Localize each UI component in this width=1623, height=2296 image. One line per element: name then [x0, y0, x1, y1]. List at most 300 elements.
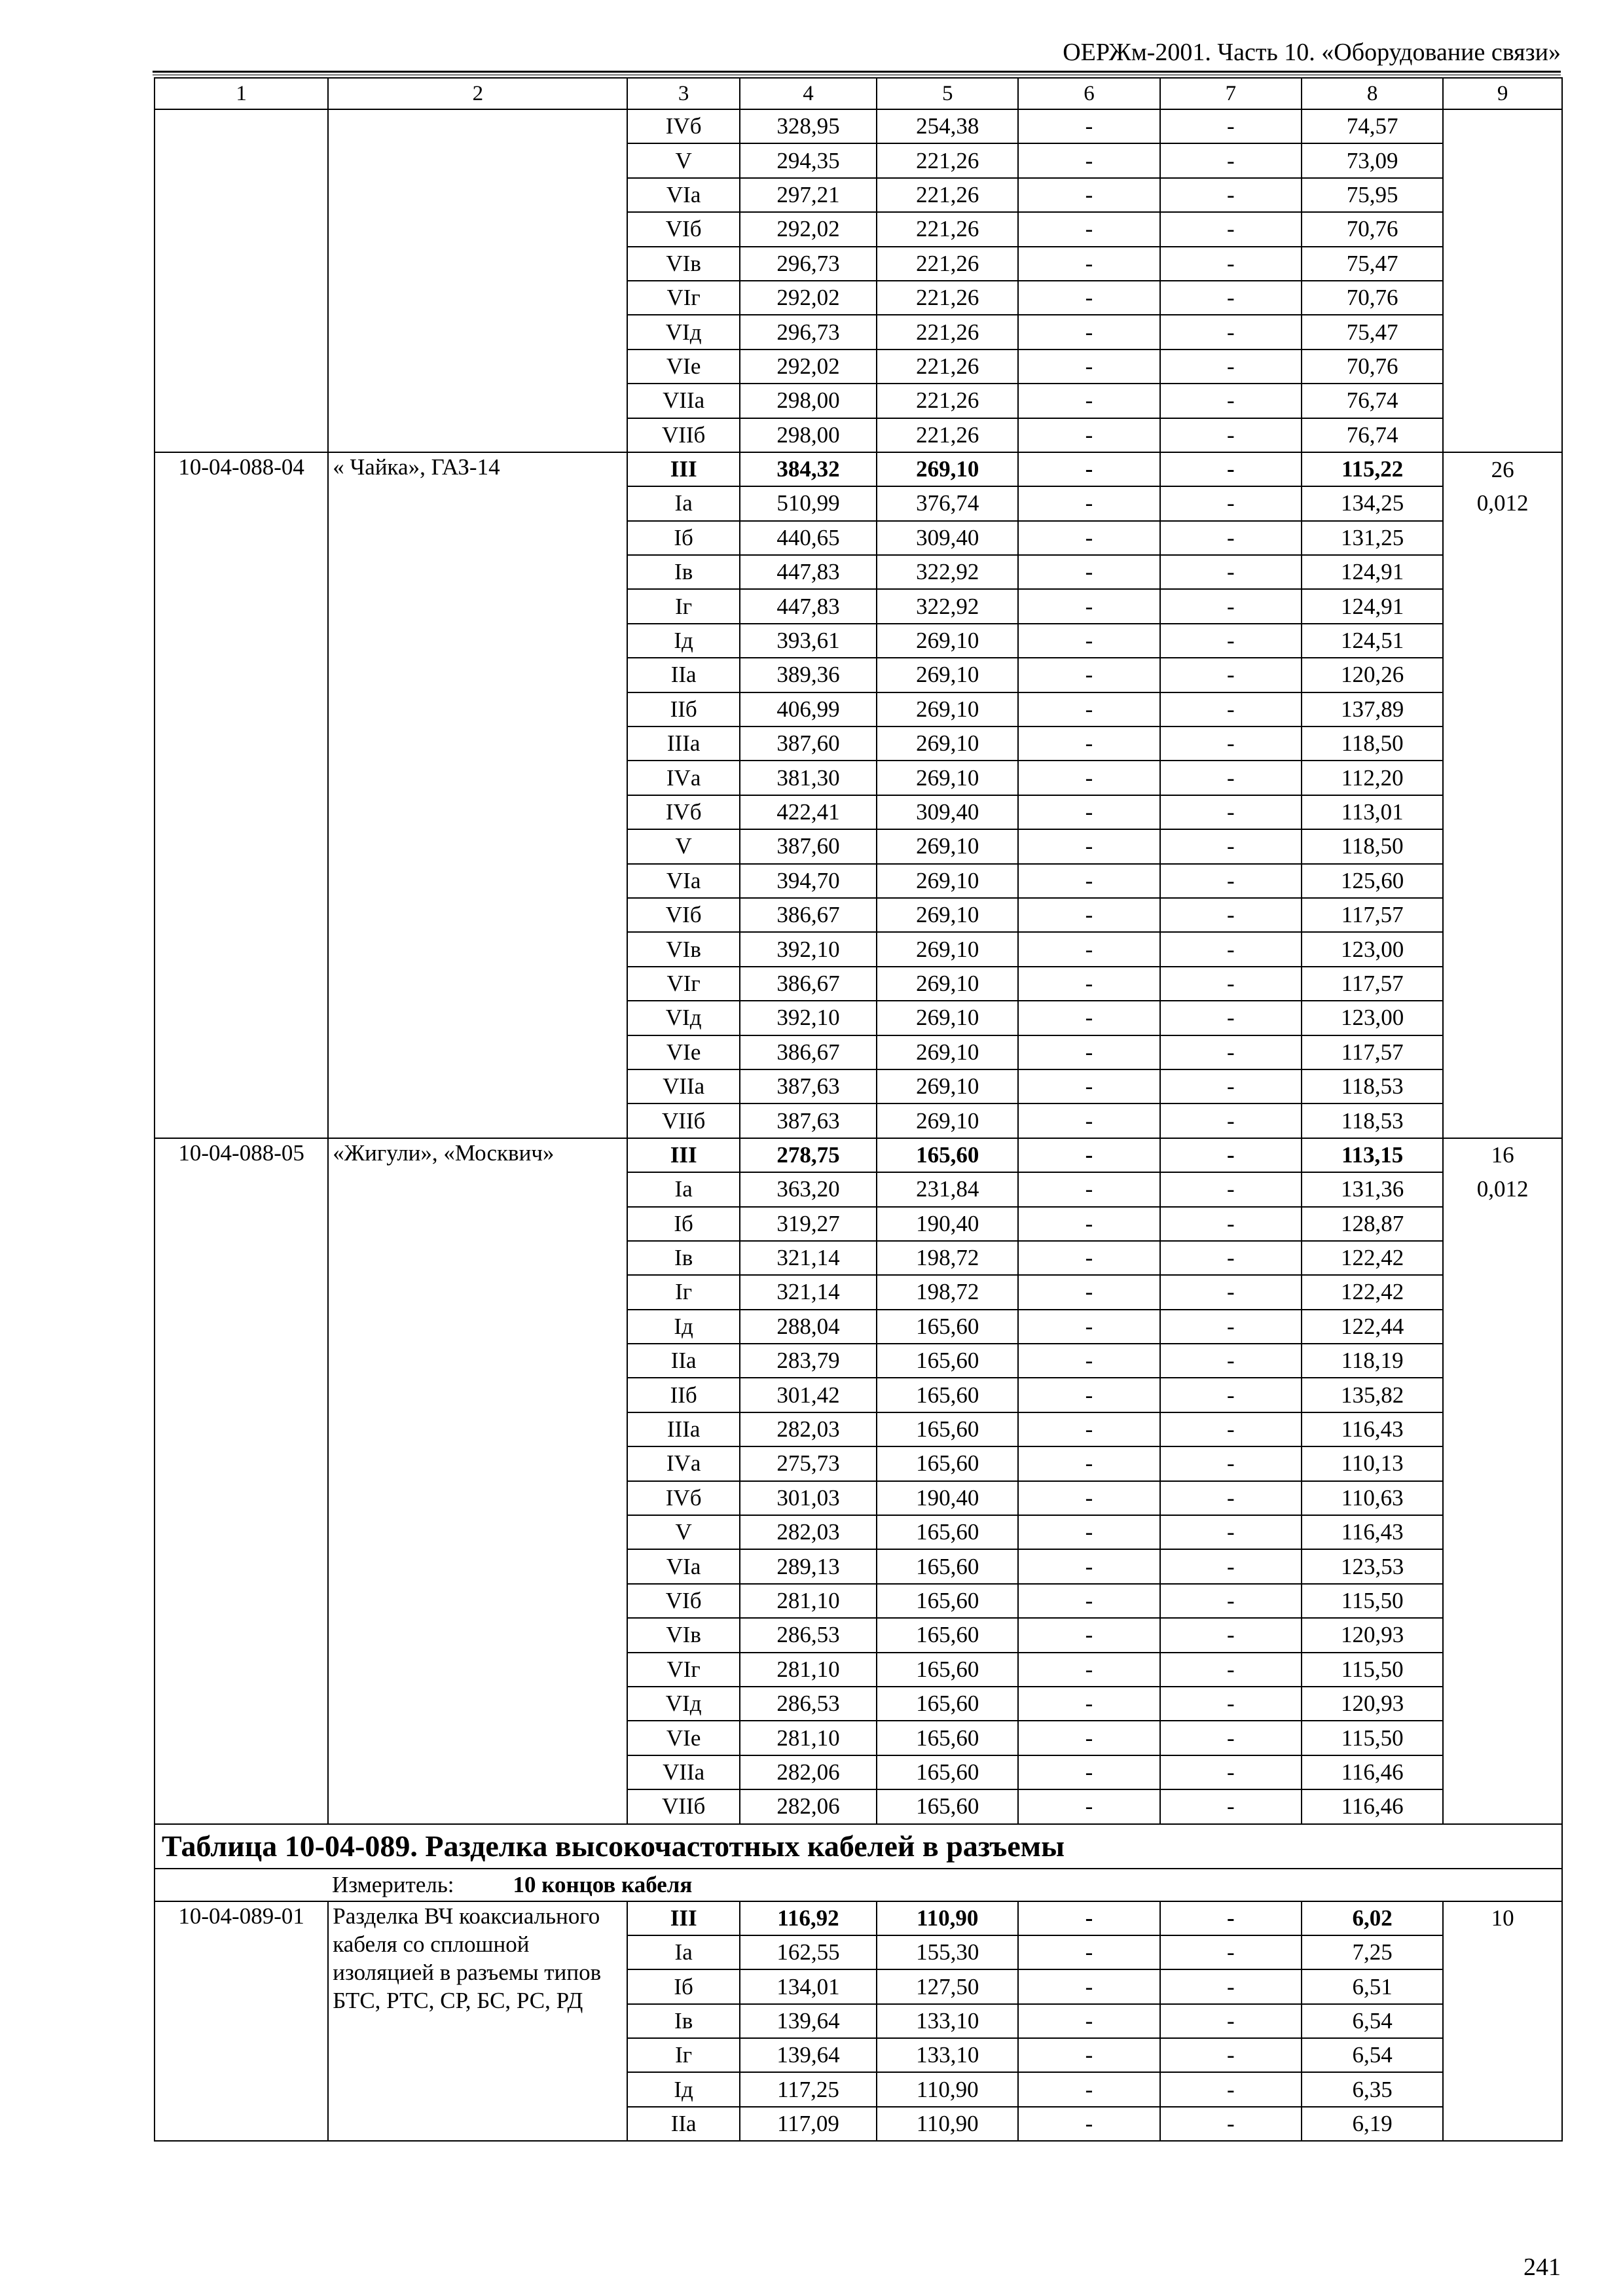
- machine-cost-cell: -: [1018, 1344, 1159, 1378]
- wages-cell: 309,40: [877, 521, 1018, 555]
- work-name: [328, 109, 627, 452]
- direct-cost-cell: 296,73: [740, 315, 877, 349]
- labor-cost-cell: [1443, 1755, 1562, 1789]
- labor-cost-cell: [1443, 143, 1562, 177]
- column-number: 5: [877, 78, 1018, 109]
- materials-cell: 137,89: [1302, 692, 1443, 726]
- category-cell: Iв: [627, 2004, 739, 2038]
- direct-cost-cell: 282,03: [740, 1515, 877, 1549]
- category-cell: IVб: [627, 109, 739, 143]
- labor-cost-cell: [1443, 1241, 1562, 1275]
- machinist-wages-cell: -: [1160, 898, 1302, 932]
- materials-cell: 116,43: [1302, 1515, 1443, 1549]
- materials-cell: 118,50: [1302, 829, 1443, 863]
- machinist-wages-cell: -: [1160, 1103, 1302, 1138]
- direct-cost-cell: 162,55: [740, 1935, 877, 1969]
- machinist-wages-cell: -: [1160, 2072, 1302, 2106]
- labor-cost-cell: [1443, 1412, 1562, 1446]
- machine-cost-cell: -: [1018, 2107, 1159, 2141]
- machinist-wages-cell: -: [1160, 658, 1302, 692]
- table-row: [155, 1901, 1562, 1935]
- labor-cost-cell: [1443, 761, 1562, 795]
- work-name: «Жигули», «Москвич»: [328, 1138, 627, 1824]
- materials-cell: 112,20: [1302, 761, 1443, 795]
- machinist-wages-cell: -: [1160, 247, 1302, 281]
- materials-cell: 123,00: [1302, 932, 1443, 966]
- labor-cost-cell: [1443, 1789, 1562, 1823]
- machine-cost-cell: -: [1018, 1001, 1159, 1035]
- direct-cost-cell: 139,64: [740, 2004, 877, 2038]
- wages-cell: 231,84: [877, 1172, 1018, 1206]
- wages-cell: 269,10: [877, 658, 1018, 692]
- machine-cost-cell: -: [1018, 761, 1159, 795]
- labor-cost-cell: [1443, 2038, 1562, 2072]
- labor-cost-cell: [1443, 1549, 1562, 1583]
- machinist-wages-cell: -: [1160, 1481, 1302, 1515]
- machinist-wages-cell: -: [1160, 1275, 1302, 1309]
- category-cell: Iв: [627, 555, 739, 589]
- wages-cell: 165,60: [877, 1515, 1018, 1549]
- table-row: [155, 109, 1562, 143]
- machinist-wages-cell: -: [1160, 1446, 1302, 1480]
- labor-cost-cell: 0,012: [1443, 486, 1562, 520]
- labor-cost-cell: 16: [1443, 1138, 1562, 1172]
- labor-cost-cell: [1443, 1207, 1562, 1241]
- column-number: 7: [1160, 78, 1302, 109]
- materials-cell: 124,51: [1302, 624, 1443, 658]
- machine-cost-cell: -: [1018, 1789, 1159, 1823]
- machinist-wages-cell: -: [1160, 1515, 1302, 1549]
- materials-cell: 120,93: [1302, 1618, 1443, 1652]
- wages-cell: 165,60: [877, 1138, 1018, 1172]
- category-cell: V: [627, 143, 739, 177]
- machine-cost-cell: -: [1018, 2072, 1159, 2106]
- category-cell: VIIа: [627, 1069, 739, 1103]
- machine-cost-cell: -: [1018, 2004, 1159, 2038]
- wages-cell: 133,10: [877, 2004, 1018, 2038]
- machine-cost-cell: -: [1018, 829, 1159, 863]
- direct-cost-cell: 392,10: [740, 932, 877, 966]
- wages-cell: 269,10: [877, 864, 1018, 898]
- wages-cell: 165,60: [877, 1687, 1018, 1721]
- wages-cell: 190,40: [877, 1481, 1018, 1515]
- rate-code: 10-04-089-01: [155, 1901, 328, 2142]
- wages-cell: 198,72: [877, 1241, 1018, 1275]
- machinist-wages-cell: -: [1160, 967, 1302, 1001]
- labor-cost-cell: 26: [1443, 452, 1562, 486]
- wages-cell: 221,26: [877, 315, 1018, 349]
- column-number-row: [155, 78, 1562, 109]
- machine-cost-cell: -: [1018, 2038, 1159, 2072]
- table-row: [155, 1138, 1562, 1172]
- materials-cell: 113,15: [1302, 1138, 1443, 1172]
- wages-cell: 133,10: [877, 2038, 1018, 2072]
- category-cell: III: [627, 452, 739, 486]
- column-number: 9: [1443, 78, 1562, 109]
- wages-cell: 269,10: [877, 829, 1018, 863]
- materials-cell: 117,57: [1302, 967, 1443, 1001]
- machine-cost-cell: -: [1018, 967, 1159, 1001]
- machinist-wages-cell: -: [1160, 829, 1302, 863]
- machine-cost-cell: -: [1018, 932, 1159, 966]
- column-number: 1: [155, 78, 328, 109]
- wages-cell: 190,40: [877, 1207, 1018, 1241]
- labor-cost-cell: [1443, 589, 1562, 623]
- category-cell: VIг: [627, 967, 739, 1001]
- machinist-wages-cell: -: [1160, 384, 1302, 418]
- materials-cell: 76,74: [1302, 384, 1443, 418]
- category-cell: IVа: [627, 761, 739, 795]
- machinist-wages-cell: -: [1160, 2038, 1302, 2072]
- wages-cell: 221,26: [877, 281, 1018, 315]
- machine-cost-cell: -: [1018, 864, 1159, 898]
- machinist-wages-cell: -: [1160, 1584, 1302, 1618]
- machinist-wages-cell: -: [1160, 2004, 1302, 2038]
- machinist-wages-cell: -: [1160, 555, 1302, 589]
- category-cell: IIIа: [627, 1412, 739, 1446]
- machinist-wages-cell: -: [1160, 1172, 1302, 1206]
- labor-cost-cell: [1443, 1035, 1562, 1069]
- machinist-wages-cell: -: [1160, 1207, 1302, 1241]
- direct-cost-cell: 394,70: [740, 864, 877, 898]
- direct-cost-cell: 447,83: [740, 589, 877, 623]
- category-cell: IIа: [627, 1344, 739, 1378]
- column-number: 2: [328, 78, 627, 109]
- machine-cost-cell: -: [1018, 1207, 1159, 1241]
- direct-cost-cell: 292,02: [740, 212, 877, 246]
- machine-cost-cell: -: [1018, 452, 1159, 486]
- wages-cell: 309,40: [877, 795, 1018, 829]
- category-cell: VIд: [627, 315, 739, 349]
- direct-cost-cell: 281,10: [740, 1653, 877, 1687]
- materials-cell: 134,25: [1302, 486, 1443, 520]
- wages-cell: 110,90: [877, 2107, 1018, 2141]
- machinist-wages-cell: -: [1160, 418, 1302, 452]
- machine-cost-cell: -: [1018, 1310, 1159, 1344]
- category-cell: VIв: [627, 247, 739, 281]
- direct-cost-cell: 134,01: [740, 1969, 877, 2003]
- labor-cost-cell: [1443, 521, 1562, 555]
- labor-cost-cell: [1443, 555, 1562, 589]
- materials-cell: 115,50: [1302, 1721, 1443, 1755]
- machinist-wages-cell: -: [1160, 2107, 1302, 2141]
- materials-cell: 123,00: [1302, 1001, 1443, 1035]
- materials-cell: 131,25: [1302, 521, 1443, 555]
- materials-cell: 113,01: [1302, 795, 1443, 829]
- direct-cost-cell: 387,60: [740, 726, 877, 761]
- materials-cell: 75,47: [1302, 315, 1443, 349]
- header-title: ОЕРЖм-2001. Часть 10. «Оборудование связи»: [1063, 39, 1561, 66]
- materials-cell: 118,53: [1302, 1103, 1443, 1138]
- page-number: 241: [1523, 2253, 1561, 2281]
- machine-cost-cell: -: [1018, 1412, 1159, 1446]
- materials-cell: 122,44: [1302, 1310, 1443, 1344]
- machine-cost-cell: -: [1018, 726, 1159, 761]
- category-cell: Iд: [627, 624, 739, 658]
- header-rule: [153, 71, 1561, 73]
- materials-cell: 124,91: [1302, 555, 1443, 589]
- category-cell: Iб: [627, 521, 739, 555]
- column-number: 3: [627, 78, 739, 109]
- machinist-wages-cell: -: [1160, 1138, 1302, 1172]
- direct-cost-cell: 292,02: [740, 281, 877, 315]
- direct-cost-cell: 386,67: [740, 967, 877, 1001]
- machinist-wages-cell: -: [1160, 1001, 1302, 1035]
- wages-cell: 322,92: [877, 589, 1018, 623]
- machinist-wages-cell: -: [1160, 143, 1302, 177]
- labor-cost-cell: [1443, 109, 1562, 143]
- direct-cost-cell: 387,60: [740, 829, 877, 863]
- category-cell: VIа: [627, 178, 739, 212]
- machinist-wages-cell: -: [1160, 1755, 1302, 1789]
- wages-cell: 165,60: [877, 1378, 1018, 1412]
- machine-cost-cell: -: [1018, 658, 1159, 692]
- labor-cost-cell: [1443, 384, 1562, 418]
- wages-cell: 165,60: [877, 1549, 1018, 1583]
- machinist-wages-cell: -: [1160, 1035, 1302, 1069]
- measure-label: Измеритель:: [332, 1871, 454, 1897]
- labor-cost-cell: [1443, 247, 1562, 281]
- materials-cell: 6,54: [1302, 2038, 1443, 2072]
- category-cell: Iг: [627, 589, 739, 623]
- machine-cost-cell: -: [1018, 418, 1159, 452]
- wages-cell: 254,38: [877, 109, 1018, 143]
- machine-cost-cell: -: [1018, 1687, 1159, 1721]
- labor-cost-cell: [1443, 898, 1562, 932]
- machine-cost-cell: -: [1018, 1241, 1159, 1275]
- labor-cost-cell: [1443, 829, 1562, 863]
- labor-cost-cell: [1443, 1446, 1562, 1480]
- machinist-wages-cell: -: [1160, 1069, 1302, 1103]
- rate-code: 10-04-088-04: [155, 452, 328, 1138]
- direct-cost-cell: 282,06: [740, 1755, 877, 1789]
- labor-cost-cell: [1443, 658, 1562, 692]
- machinist-wages-cell: -: [1160, 1721, 1302, 1755]
- category-cell: VIа: [627, 1549, 739, 1583]
- wages-cell: 269,10: [877, 452, 1018, 486]
- category-cell: VIа: [627, 864, 739, 898]
- machine-cost-cell: -: [1018, 1481, 1159, 1515]
- machinist-wages-cell: -: [1160, 452, 1302, 486]
- labor-cost-cell: [1443, 350, 1562, 384]
- direct-cost-cell: 386,67: [740, 898, 877, 932]
- machine-cost-cell: -: [1018, 178, 1159, 212]
- machine-cost-cell: -: [1018, 1035, 1159, 1069]
- labor-cost-cell: [1443, 1653, 1562, 1687]
- materials-cell: 6,02: [1302, 1901, 1443, 1935]
- wages-cell: 165,60: [877, 1653, 1018, 1687]
- direct-cost-cell: 281,10: [740, 1584, 877, 1618]
- labor-cost-cell: [1443, 1103, 1562, 1138]
- wages-cell: 221,26: [877, 143, 1018, 177]
- materials-cell: 131,36: [1302, 1172, 1443, 1206]
- wages-cell: 269,10: [877, 624, 1018, 658]
- category-cell: Iа: [627, 1172, 739, 1206]
- machinist-wages-cell: -: [1160, 1901, 1302, 1935]
- machinist-wages-cell: -: [1160, 1789, 1302, 1823]
- direct-cost-cell: 406,99: [740, 692, 877, 726]
- materials-cell: 6,51: [1302, 1969, 1443, 2003]
- category-cell: IIб: [627, 1378, 739, 1412]
- category-cell: IIа: [627, 2107, 739, 2141]
- wages-cell: 221,26: [877, 247, 1018, 281]
- labor-cost-cell: [1443, 1069, 1562, 1103]
- materials-cell: 6,19: [1302, 2107, 1443, 2141]
- wages-cell: 165,60: [877, 1789, 1018, 1823]
- machine-cost-cell: -: [1018, 795, 1159, 829]
- machine-cost-cell: -: [1018, 247, 1159, 281]
- machinist-wages-cell: -: [1160, 1310, 1302, 1344]
- category-cell: Iг: [627, 1275, 739, 1309]
- measure-value: 10 концов кабеля: [513, 1871, 693, 1897]
- direct-cost-cell: 328,95: [740, 109, 877, 143]
- materials-cell: 117,57: [1302, 1035, 1443, 1069]
- labor-cost-cell: [1443, 1275, 1562, 1309]
- direct-cost-cell: 387,63: [740, 1103, 877, 1138]
- wages-cell: 155,30: [877, 1935, 1018, 1969]
- machinist-wages-cell: -: [1160, 521, 1302, 555]
- labor-cost-cell: [1443, 1515, 1562, 1549]
- category-cell: VIIб: [627, 1789, 739, 1823]
- direct-cost-cell: 381,30: [740, 761, 877, 795]
- direct-cost-cell: 286,53: [740, 1618, 877, 1652]
- labor-cost-cell: [1443, 1721, 1562, 1755]
- wages-cell: 269,10: [877, 1069, 1018, 1103]
- wages-cell: 269,10: [877, 898, 1018, 932]
- category-cell: IVа: [627, 1446, 739, 1480]
- machine-cost-cell: -: [1018, 692, 1159, 726]
- direct-cost-cell: 301,42: [740, 1378, 877, 1412]
- labor-cost-cell: [1443, 315, 1562, 349]
- materials-cell: 75,47: [1302, 247, 1443, 281]
- machinist-wages-cell: -: [1160, 109, 1302, 143]
- machinist-wages-cell: -: [1160, 486, 1302, 520]
- wages-cell: 198,72: [877, 1275, 1018, 1309]
- materials-cell: 120,93: [1302, 1687, 1443, 1721]
- wages-cell: 165,60: [877, 1344, 1018, 1378]
- wages-cell: 269,10: [877, 932, 1018, 966]
- direct-cost-cell: 289,13: [740, 1549, 877, 1583]
- category-cell: VIIб: [627, 1103, 739, 1138]
- category-cell: IIб: [627, 692, 739, 726]
- labor-cost-cell: 0,012: [1443, 1172, 1562, 1206]
- direct-cost-cell: 282,06: [740, 1789, 877, 1823]
- category-cell: III: [627, 1901, 739, 1935]
- wages-cell: 165,60: [877, 1584, 1018, 1618]
- machine-cost-cell: -: [1018, 1969, 1159, 2003]
- labor-cost-cell: [1443, 2107, 1562, 2141]
- machinist-wages-cell: -: [1160, 315, 1302, 349]
- machine-cost-cell: -: [1018, 1935, 1159, 1969]
- wages-cell: 221,26: [877, 418, 1018, 452]
- machinist-wages-cell: -: [1160, 761, 1302, 795]
- direct-cost-cell: 510,99: [740, 486, 877, 520]
- materials-cell: 117,57: [1302, 898, 1443, 932]
- labor-cost-cell: [1443, 212, 1562, 246]
- category-cell: VIе: [627, 1035, 739, 1069]
- direct-cost-cell: 321,14: [740, 1275, 877, 1309]
- materials-cell: 70,76: [1302, 281, 1443, 315]
- machinist-wages-cell: -: [1160, 726, 1302, 761]
- category-cell: Iд: [627, 1310, 739, 1344]
- category-cell: IIIа: [627, 726, 739, 761]
- machinist-wages-cell: -: [1160, 864, 1302, 898]
- direct-cost-cell: 387,63: [740, 1069, 877, 1103]
- materials-cell: 128,87: [1302, 1207, 1443, 1241]
- wages-cell: 269,10: [877, 967, 1018, 1001]
- labor-cost-cell: [1443, 624, 1562, 658]
- materials-cell: 70,76: [1302, 350, 1443, 384]
- wages-cell: 269,10: [877, 1103, 1018, 1138]
- direct-cost-cell: 292,02: [740, 350, 877, 384]
- wages-cell: 165,60: [877, 1618, 1018, 1652]
- machine-cost-cell: -: [1018, 1584, 1159, 1618]
- machinist-wages-cell: -: [1160, 1344, 1302, 1378]
- machinist-wages-cell: -: [1160, 1969, 1302, 2003]
- machine-cost-cell: -: [1018, 109, 1159, 143]
- direct-cost-cell: 116,92: [740, 1901, 877, 1935]
- measure-cell: [155, 1869, 1562, 1901]
- wages-cell: 322,92: [877, 555, 1018, 589]
- labor-cost-cell: [1443, 1001, 1562, 1035]
- materials-cell: 123,53: [1302, 1549, 1443, 1583]
- wages-cell: 165,60: [877, 1412, 1018, 1446]
- column-number: 8: [1302, 78, 1443, 109]
- direct-cost-cell: 296,73: [740, 247, 877, 281]
- wages-cell: 221,26: [877, 212, 1018, 246]
- rate-code: [155, 109, 328, 452]
- labor-cost-cell: [1443, 795, 1562, 829]
- category-cell: VIв: [627, 932, 739, 966]
- machinist-wages-cell: -: [1160, 1412, 1302, 1446]
- direct-cost-cell: 117,25: [740, 2072, 877, 2106]
- materials-cell: 110,13: [1302, 1446, 1443, 1480]
- direct-cost-cell: 386,67: [740, 1035, 877, 1069]
- machinist-wages-cell: -: [1160, 281, 1302, 315]
- machine-cost-cell: -: [1018, 1755, 1159, 1789]
- category-cell: III: [627, 1138, 739, 1172]
- labor-cost-cell: [1443, 1969, 1562, 2003]
- machine-cost-cell: -: [1018, 1653, 1159, 1687]
- direct-cost-cell: 440,65: [740, 521, 877, 555]
- machine-cost-cell: -: [1018, 350, 1159, 384]
- direct-cost-cell: 281,10: [740, 1721, 877, 1755]
- machine-cost-cell: -: [1018, 384, 1159, 418]
- direct-cost-cell: 298,00: [740, 384, 877, 418]
- rates-table: [154, 77, 1563, 2142]
- materials-cell: 122,42: [1302, 1275, 1443, 1309]
- section-title: Таблица 10-04-089. Разделка высокочастотных кабелей в разъемы: [155, 1824, 1562, 1869]
- materials-cell: 116,43: [1302, 1412, 1443, 1446]
- labor-cost-cell: [1443, 932, 1562, 966]
- machinist-wages-cell: -: [1160, 1935, 1302, 1969]
- labor-cost-cell: [1443, 1378, 1562, 1412]
- labor-cost-cell: [1443, 1481, 1562, 1515]
- materials-cell: 115,50: [1302, 1584, 1443, 1618]
- labor-cost-cell: [1443, 178, 1562, 212]
- materials-cell: 7,25: [1302, 1935, 1443, 1969]
- labor-cost-cell: [1443, 2072, 1562, 2106]
- machine-cost-cell: -: [1018, 521, 1159, 555]
- labor-cost-cell: [1443, 418, 1562, 452]
- machinist-wages-cell: -: [1160, 692, 1302, 726]
- category-cell: VIе: [627, 350, 739, 384]
- direct-cost-cell: 275,73: [740, 1446, 877, 1480]
- machine-cost-cell: -: [1018, 212, 1159, 246]
- materials-cell: 116,46: [1302, 1789, 1443, 1823]
- direct-cost-cell: 288,04: [740, 1310, 877, 1344]
- materials-cell: 74,57: [1302, 109, 1443, 143]
